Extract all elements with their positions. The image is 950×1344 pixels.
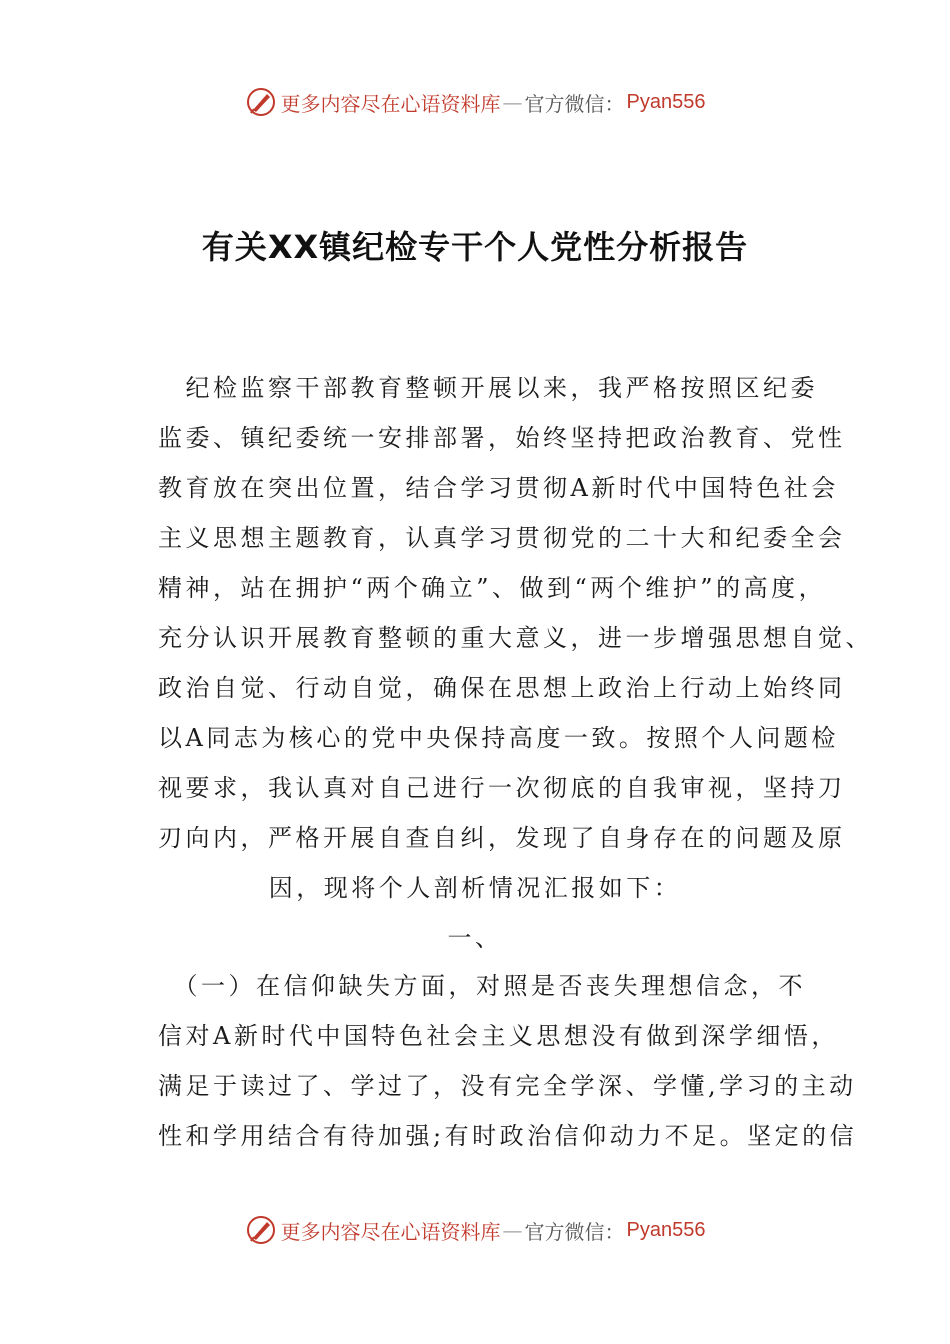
section-line: 满足于读过了、学过了，没有完全学深、学懂,学习的主动 [158,1072,857,1100]
wechat-id: Pyan556 [626,1218,706,1241]
body-line: 主义思想主题教育，认真学习贯彻党的二十大和纪委全会 [158,524,846,552]
footer-watermark-banner [0,1208,950,1252]
library-text: 更多内容尽在心语资料库 [280,91,501,116]
body-line: 监委、镇纪委统一安排部署，始终坚持把政治教育、党性 [158,424,846,452]
closing-line: 因，现将个人剖析情况汇报如下： [268,874,682,902]
section-heading: 一、 [447,924,503,952]
banner-dash: — [502,90,523,114]
body-line: 以A同志为核心的党中央保持高度一致。按照个人问题检 [158,724,839,752]
section-line: 性和学用结合有待加强;有时政治信仰动力不足。坚定的信 [158,1122,858,1150]
body-line: 充分认识开展教育整顿的重大意义，进一步增强思想自觉、 [158,624,873,652]
quill-logo-icon [245,86,277,118]
body-line: 刃向内，严格开展自查自纠，发现了自身存在的问题及原 [158,824,846,852]
wechat-label: 官方微信： [524,1219,625,1244]
section-line: 信对A新时代中国特色社会主义思想没有做到深学细悟， [158,1022,839,1050]
body-line: 政治自觉、行动自觉，确保在思想上政治上行动上始终同 [158,674,846,702]
body-line: 纪检监察干部教育整顿开展以来，我严格按照区纪委 [158,374,818,402]
quill-logo-icon [245,1214,277,1246]
wechat-label: 官方微信： [524,91,625,116]
body-line: 精神，站在拥护“两个确立”、做到“两个维护”的高度， [158,574,827,602]
body-line: 教育放在突出位置，结合学习贯彻A新时代中国特色社会 [158,474,839,502]
library-text: 更多内容尽在心语资料库 [280,1219,501,1244]
header-watermark-banner [0,80,950,124]
wechat-id: Pyan556 [626,90,706,113]
banner-dash: — [502,1218,523,1242]
section-line: （一）在信仰缺失方面，对照是否丧失理想信念，不 [158,972,806,1000]
document-title: 有关XX镇纪检专干个人党性分析报告 [201,228,749,266]
body-line: 视要求，我认真对自己进行一次彻底的自我审视，坚持刀 [158,774,846,802]
